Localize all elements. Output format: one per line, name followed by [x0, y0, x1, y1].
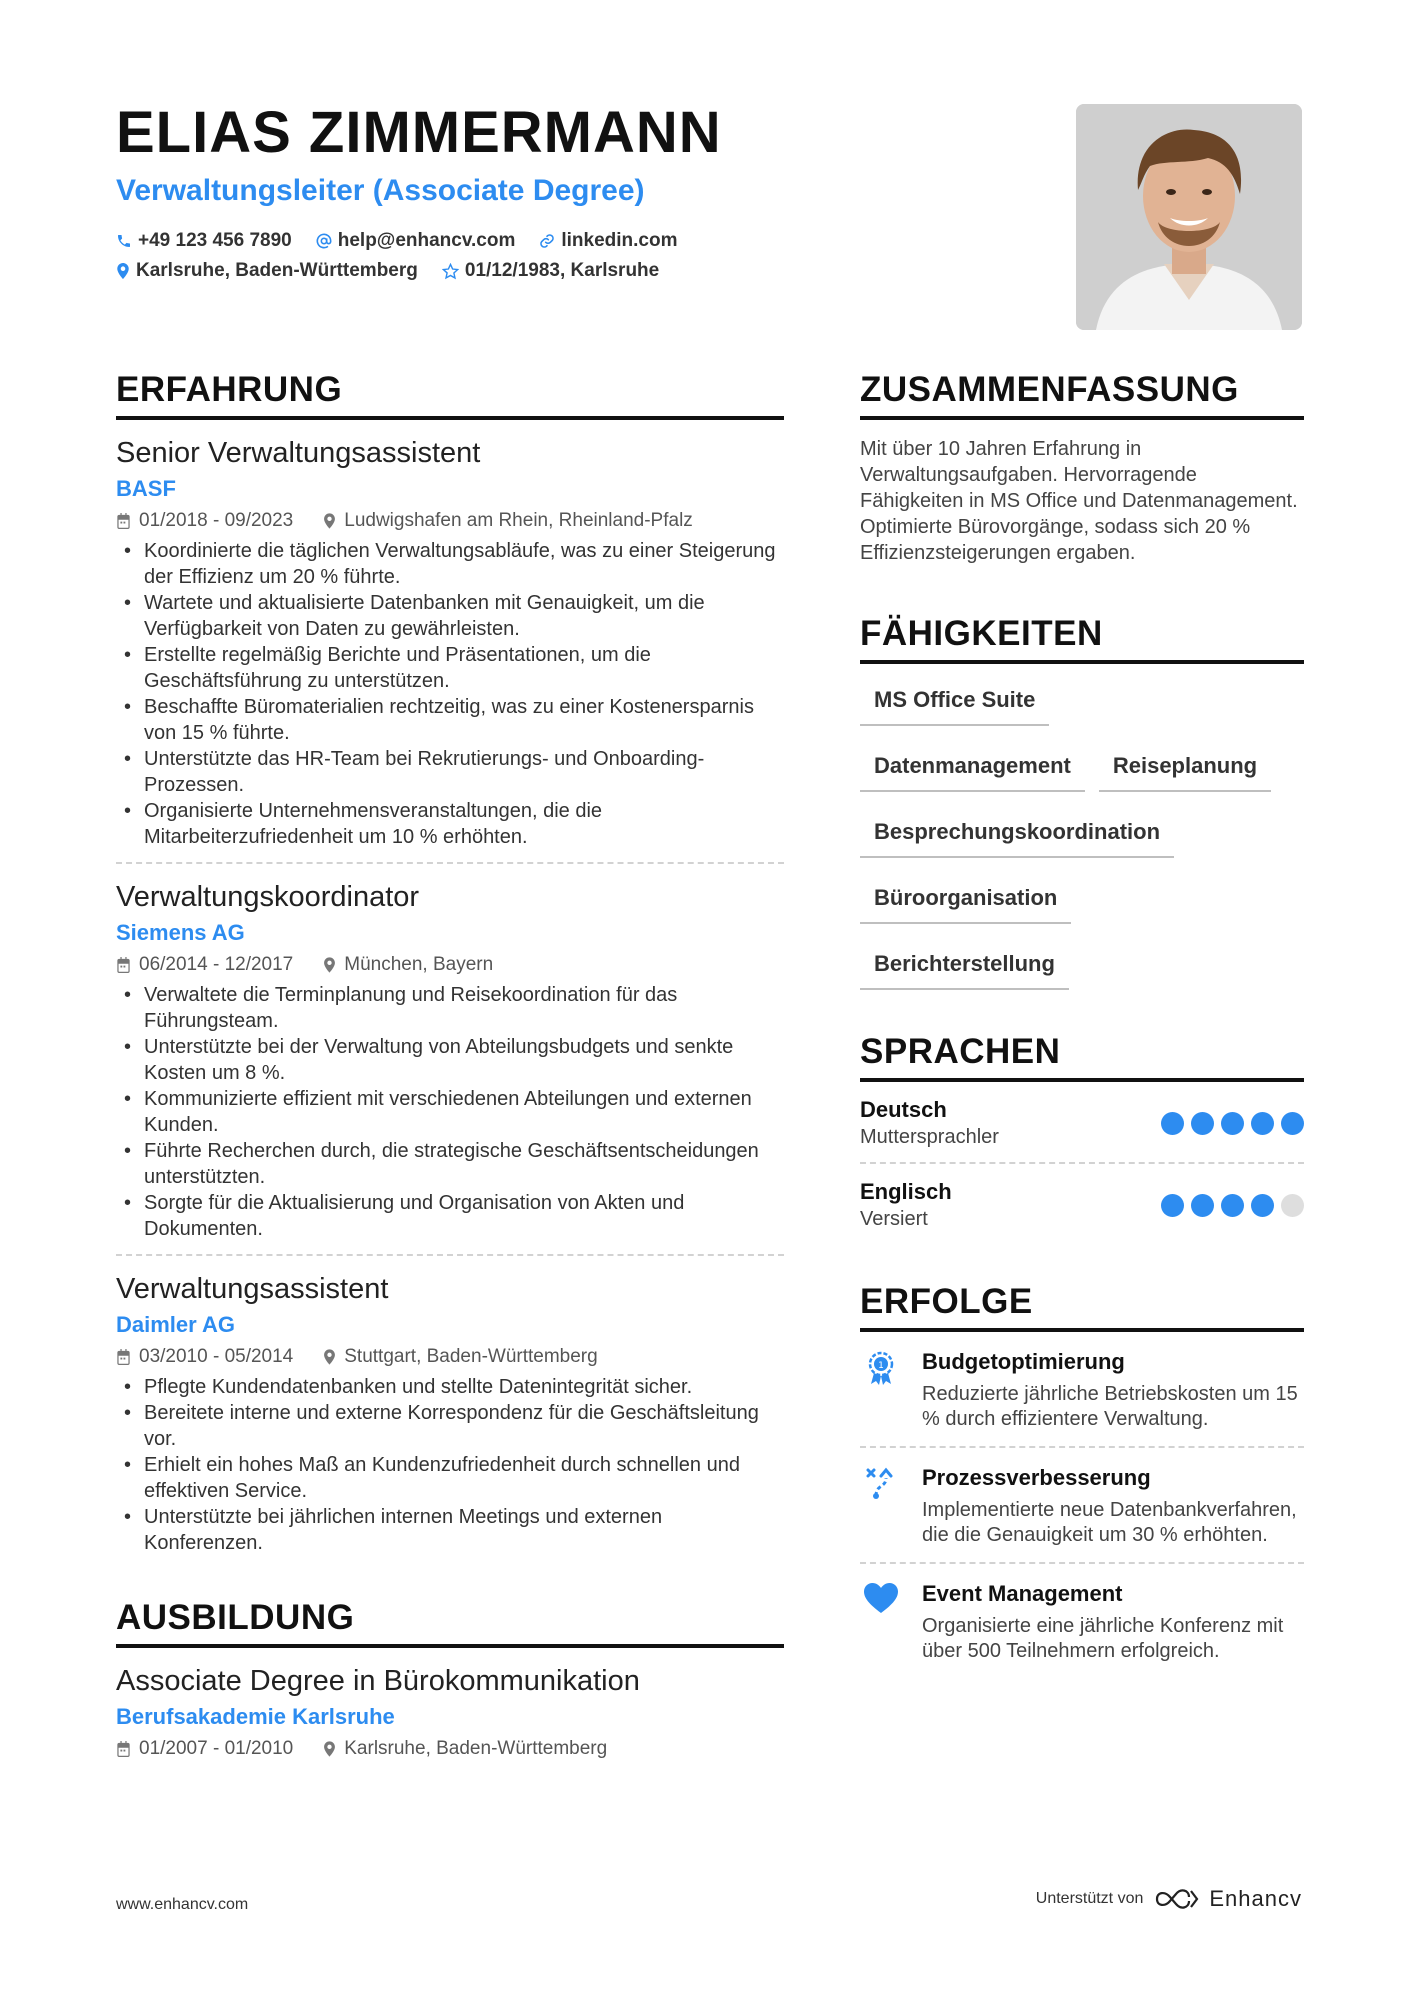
achievement-entry	[860, 1564, 1304, 1678]
achievement-text: Implementierte neue Datenbankverfahren, die die Genauigkeit um 30 % erhöhten.	[922, 1499, 1297, 1546]
education-entry	[116, 1648, 784, 1764]
job-location	[323, 950, 493, 980]
job-bullet: • Kommunizierte effizient mit verschiedenen Abteilungen und externen Kunden.	[116, 1086, 784, 1138]
experience-section-title: ERFAHRUNG	[116, 368, 784, 420]
achievement-entry	[860, 1448, 1304, 1564]
achievement-title: Event Management	[922, 1581, 1123, 1606]
powered-by-text: Unterstützt von	[1035, 1890, 1144, 1907]
job-bullets	[116, 538, 784, 850]
languages-section-title: SPRACHEN	[860, 1030, 1304, 1082]
calendar-icon	[116, 1741, 131, 1757]
skill-tag: Besprechungskoordination	[860, 812, 1174, 858]
contact-birth	[442, 256, 659, 286]
job-bullet: • Pflegte Kundendatenbanken und stellte Datenintegrität sicher.	[116, 1374, 784, 1400]
job-dates-text: 03/2010 - 05/2014	[139, 1346, 294, 1367]
link-icon	[539, 233, 555, 249]
rating-dot	[1221, 1112, 1244, 1135]
job-bullet: • Bereitete interne und externe Korrespondenz für die Geschäftsleitung vor.	[116, 1400, 784, 1452]
job-meta	[116, 1342, 784, 1372]
skills-list	[860, 680, 1304, 990]
skills-section-title: FÄHIGKEITEN	[860, 612, 1304, 664]
location-pin-icon	[323, 1349, 336, 1365]
location-pin-icon	[323, 513, 336, 529]
rating-dot	[1221, 1194, 1244, 1217]
language-entry	[860, 1082, 1304, 1164]
location-text: Karlsruhe, Baden-Württemberg	[136, 260, 418, 281]
job-role: Verwaltungsassistent	[116, 1273, 389, 1305]
summary-section-title: ZUSAMMENFASSUNG	[860, 368, 1304, 420]
job-bullet: • Koordinierte die täglichen Verwaltungsabläufe, was zu einer Steigerung der Effizienz um 20 % führte.	[116, 538, 784, 590]
degree-name: Associate Degree in Bürokommunikation	[116, 1665, 640, 1697]
star-icon	[442, 263, 459, 280]
rating-dot	[1191, 1194, 1214, 1217]
job-dates	[116, 506, 293, 536]
education-location	[323, 1734, 607, 1764]
location-pin-icon	[116, 263, 130, 279]
job-role: Verwaltungskoordinator	[116, 881, 420, 913]
language-rating	[1161, 1194, 1304, 1217]
achievement-title: Prozessverbesserung	[922, 1465, 1151, 1490]
language-rating	[1161, 1112, 1304, 1135]
education-dates	[116, 1734, 293, 1764]
job-dates	[116, 1342, 293, 1372]
contact-row-1	[116, 226, 1016, 256]
job-location-text: Stuttgart, Baden-Württemberg	[344, 1346, 598, 1367]
birth-text: 01/12/1983, Karlsruhe	[464, 260, 660, 281]
job-bullet: • Sorgte für die Aktualisierung und Organisation von Akten und Dokumenten.	[116, 1190, 784, 1242]
education-section-title: AUSBILDUNG	[116, 1596, 784, 1648]
language-level: Muttersprachler	[860, 1126, 999, 1148]
achievement-text: Reduzierte jährliche Betriebskosten um 15 % durch effizientere Verwaltung.	[922, 1383, 1298, 1430]
summary-text: Mit über 10 Jahren Erfahrung in Verwaltungsaufgaben. Hervorragende Fähigkeiten in MS Office und Datenmanagement. Optimierte Bürovorgänge, sodass sich 20 % Effizienzsteigerungen ergaben.	[860, 438, 1298, 564]
job-bullet: • Führte Recherchen durch, die strategische Geschäftsentscheidungen unterstützten.	[116, 1138, 784, 1190]
resume-header	[116, 98, 1016, 286]
calendar-icon	[116, 513, 131, 529]
company-name: Siemens AG	[116, 920, 245, 945]
candidate-title: Verwaltungsleiter (Associate Degree)	[116, 174, 645, 207]
job-location-text: München, Bayern	[344, 954, 494, 975]
contact-phone[interactable]	[116, 226, 292, 256]
left-column	[116, 368, 784, 1764]
job-location-text: Ludwigshafen am Rhein, Rheinland-Pfalz	[344, 510, 693, 531]
education-dates-text: 01/2007 - 01/2010	[139, 1738, 294, 1759]
calendar-icon	[116, 1349, 131, 1365]
skill-tag: Büroorganisation	[860, 878, 1071, 924]
footer-website[interactable]: www.enhancv.com	[116, 1896, 249, 1913]
language-level: Versiert	[860, 1208, 928, 1230]
rating-dot	[1251, 1112, 1274, 1135]
phone-text: +49 123 456 7890	[138, 230, 292, 251]
education-meta	[116, 1734, 784, 1764]
skill-tag: MS Office Suite	[860, 680, 1049, 726]
job-bullet: • Organisierte Unternehmensveranstaltungen, die die Mitarbeiterzufriedenheit um 10 % erhöhten.	[116, 798, 784, 850]
job-bullet: • Unterstützte das HR-Team bei Rekrutierungs- und Onboarding-Prozessen.	[116, 746, 784, 798]
rating-dot	[1191, 1112, 1214, 1135]
enhancv-logo-icon	[1153, 1887, 1199, 1911]
experience-entry	[116, 864, 784, 1256]
heart-icon	[863, 1582, 899, 1614]
job-role: Senior Verwaltungsassistent	[116, 437, 481, 469]
company-name: Daimler AG	[116, 1312, 236, 1337]
job-bullets	[116, 982, 784, 1242]
rating-dot	[1251, 1194, 1274, 1217]
job-bullet: • Erhielt ein hohes Maß an Kundenzufriedenheit durch schnellen und effektiven Service.	[116, 1452, 784, 1504]
job-dates	[116, 950, 293, 980]
candidate-name: ELIAS ZIMMERMANN	[116, 100, 722, 165]
job-dates-text: 01/2018 - 09/2023	[139, 510, 294, 531]
skill-tag: Berichterstellung	[860, 944, 1069, 990]
rating-dot	[1161, 1112, 1184, 1135]
rating-dot	[1281, 1194, 1304, 1217]
company-name: BASF	[116, 476, 176, 501]
achievement-title: Budgetoptimierung	[922, 1349, 1125, 1374]
job-meta	[116, 506, 784, 536]
language-name: Deutsch	[860, 1097, 947, 1122]
process-path-icon	[864, 1466, 898, 1500]
skill-tag: Datenmanagement	[860, 746, 1085, 792]
award-ribbon-icon	[865, 1350, 897, 1386]
job-bullet: • Erstellte regelmäßig Berichte und Präsentationen, um die Geschäftsführung zu unterstützen.	[116, 642, 784, 694]
contact-row-2	[116, 256, 1016, 286]
achievement-entry	[860, 1332, 1304, 1448]
job-bullet: • Unterstützte bei der Verwaltung von Abteilungsbudgets und senkte Kosten um 8 %.	[116, 1034, 784, 1086]
job-location	[323, 1342, 597, 1372]
svg-text:1: 1	[878, 1361, 884, 1371]
job-bullet: • Unterstützte bei jährlichen internen Meetings und externen Konferenzen.	[116, 1504, 784, 1556]
footer-branding	[1036, 1886, 1302, 1912]
contact-linkedin[interactable]	[539, 226, 677, 256]
experience-entry	[116, 420, 784, 864]
job-bullet: • Wartete und aktualisierte Datenbanken mit Genauigkeit, um die Verfügbarkeit von Daten zu gewährleisten.	[116, 590, 784, 642]
rating-dot	[1281, 1112, 1304, 1135]
email-text: help@enhancv.com	[337, 230, 516, 251]
experience-entry	[116, 1256, 784, 1568]
job-location	[323, 506, 693, 536]
skill-tag: Reiseplanung	[1099, 746, 1271, 792]
location-pin-icon	[323, 1741, 336, 1757]
calendar-icon	[116, 957, 131, 973]
job-meta	[116, 950, 784, 980]
achievements-section-title: ERFOLGE	[860, 1280, 1304, 1332]
achievement-text: Organisierte eine jährliche Konferenz mit über 500 Teilnehmern erfolgreich.	[922, 1615, 1284, 1662]
job-bullets	[116, 1374, 784, 1556]
job-dates-text: 06/2014 - 12/2017	[139, 954, 294, 975]
language-entry	[860, 1164, 1304, 1244]
job-bullet: • Verwaltete die Terminplanung und Reisekoordination für das Führungsteam.	[116, 982, 784, 1034]
job-bullet: • Beschaffte Büromaterialien rechtzeitig, was zu einer Kostenersparnis von 15 % führte.	[116, 694, 784, 746]
at-icon	[316, 233, 332, 249]
brand-name: Enhancv	[1209, 1886, 1302, 1911]
school-name: Berufsakademie Karlsruhe	[116, 1704, 395, 1729]
linkedin-text: linkedin.com	[561, 230, 678, 251]
contact-email[interactable]	[316, 226, 516, 256]
profile-photo	[1076, 104, 1302, 330]
right-column	[860, 368, 1304, 1678]
language-name: Englisch	[860, 1179, 952, 1204]
education-location-text: Karlsruhe, Baden-Württemberg	[344, 1738, 608, 1759]
phone-icon	[116, 233, 132, 249]
rating-dot	[1161, 1194, 1184, 1217]
location-pin-icon	[323, 957, 336, 973]
contact-location	[116, 256, 418, 286]
